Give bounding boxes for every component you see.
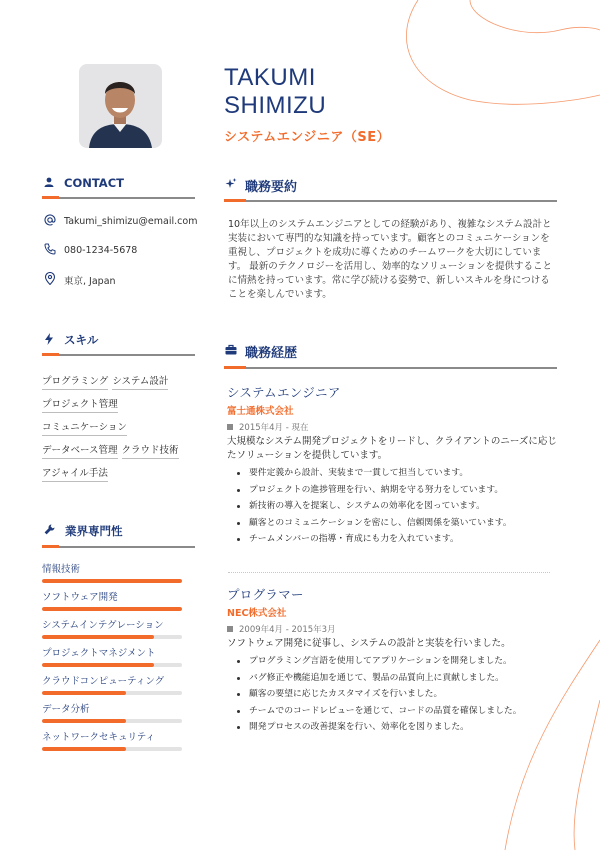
summary-text: 10年以上のシステムエンジニアとしての経験があり、複雑なシステム設計と実装において専門的な知識を持っています。顧客とのコミュニケーションを重視し、プロジェクトを成功に導くためのチームワークを大切にしています。 最新のテクノロジーを活用し、効率的なソリューションを提供することに情熱を持っています。常に学び続ける姿勢で、新しいスキルを身につけることを楽しんでいます。 <box>228 219 553 300</box>
job-company: 富士通株式会社 <box>227 406 294 417</box>
job-description: 大規模なシステム開発プロジェクトをリードし、クライアントのニーズに応じたソリューションを提供しています。 <box>227 436 557 461</box>
contact-phone[interactable] <box>44 243 137 258</box>
name-line-2: SHIMIZU <box>224 92 327 119</box>
name-line-1: TAKUMI <box>224 64 316 91</box>
contact-divider <box>42 197 195 199</box>
job-title: プログラマー <box>227 587 304 602</box>
location-text: 東京, Japan <box>64 276 116 287</box>
expertise-item <box>42 564 182 592</box>
phone-icon <box>44 243 56 258</box>
at-icon <box>44 214 56 229</box>
job-role: システムエンジニア（SE） <box>224 130 391 145</box>
expertise-level-fill <box>42 691 126 695</box>
expertise-level-bar <box>42 579 182 583</box>
contact-heading <box>44 176 124 190</box>
summary-divider <box>224 200 557 202</box>
expertise-label: システムインテグレーション <box>42 620 164 631</box>
job-period-text: 2009年4月 - 2015年3月 <box>239 625 336 635</box>
job-bullets <box>227 653 557 736</box>
expertise-item <box>42 592 182 620</box>
wrench-icon <box>44 524 55 538</box>
skill-tag: コミュニケーション <box>42 419 127 436</box>
skill-tag: プログラミング <box>42 373 108 390</box>
skills-divider <box>42 354 195 356</box>
expertise-level-bar <box>42 663 182 667</box>
job-bullet: チームメンバーの指導・育成にも力を入れています。 <box>237 531 557 548</box>
job-bullet: プログラミング言語を使用してアプリケーションを開発しました。 <box>237 653 557 670</box>
expertise-label: 情報技術 <box>42 564 81 575</box>
expertise-heading <box>44 523 123 539</box>
expertise-label: プロジェクトマネジメント <box>42 648 156 659</box>
profile-photo <box>79 64 162 148</box>
job-bullet: バグ修正や機能追加を通じて、製品の品質向上に貢献しました。 <box>237 670 557 687</box>
job-bullet: 顧客の要望に応じたカスタマイズを行いました。 <box>237 686 557 703</box>
expertise-label: ソフトウェア開発 <box>42 592 118 603</box>
expertise-level-bar <box>42 607 182 611</box>
job-period <box>227 623 557 635</box>
contact-heading-label: CONTACT <box>64 176 124 190</box>
job-divider <box>228 572 550 573</box>
contact-email[interactable] <box>44 214 197 229</box>
expertise-level-fill <box>42 635 154 639</box>
expertise-level-fill <box>42 663 154 667</box>
expertise-level-fill <box>42 579 182 583</box>
expertise-label: ネットワークセキュリティ <box>42 732 156 743</box>
lightning-icon <box>44 333 54 348</box>
expertise-item <box>42 648 182 676</box>
sparkle-icon <box>225 178 237 194</box>
skills-heading-label: スキル <box>64 333 99 347</box>
skill-tag: クラウド技術 <box>122 442 179 459</box>
location-pin-icon <box>44 272 56 288</box>
skill-tag: データベース管理 <box>42 442 118 459</box>
job-bullet: チームでのコードレビューを通じて、コードの品質を確保しました。 <box>237 703 557 720</box>
job-period <box>227 421 557 433</box>
expertise-level-fill <box>42 719 126 723</box>
experience-heading-label: 職務経歴 <box>245 346 298 361</box>
expertise-item <box>42 676 182 704</box>
expertise-level-fill <box>42 747 126 751</box>
experience-divider <box>224 367 557 369</box>
expertise-list <box>42 564 182 760</box>
expertise-label: データ分析 <box>42 704 90 715</box>
contact-location <box>44 272 116 288</box>
job-period-text: 2015年4月 - 現在 <box>239 423 309 433</box>
expertise-level-fill <box>42 607 182 611</box>
job-company: NEC株式会社 <box>227 608 287 619</box>
job-title: システムエンジニア <box>227 385 341 400</box>
email-text: Takumi_shimizu@email.com <box>64 216 198 227</box>
job-bullet: 開発プロセスの改善提案を行い、効率化を図りました。 <box>237 719 557 736</box>
expertise-level-bar <box>42 747 182 751</box>
skills-list <box>42 373 202 488</box>
expertise-label: クラウドコンピューティング <box>42 676 165 687</box>
briefcase-icon <box>225 344 237 359</box>
expertise-level-bar <box>42 719 182 723</box>
experience-heading <box>225 342 297 361</box>
skill-tag: プロジェクト管理 <box>42 396 118 413</box>
skills-heading <box>44 332 98 348</box>
expertise-divider <box>42 546 195 548</box>
phone-text: 080-1234-5678 <box>64 245 138 256</box>
job-entry <box>227 383 557 548</box>
job-bullet: 新技術の導入を提案し、システムの効率化を図っています。 <box>237 498 557 515</box>
expertise-item <box>42 732 182 760</box>
expertise-level-bar <box>42 635 182 639</box>
job-description: ソフトウェア開発に従事し、システムの設計と実装を行いました。 <box>227 638 511 649</box>
skill-tag: システム設計 <box>112 373 168 390</box>
calendar-icon <box>227 424 233 430</box>
skill-tag: アジャイル手法 <box>42 465 108 482</box>
job-bullets <box>227 465 557 548</box>
summary-heading <box>225 176 297 195</box>
job-bullet: プロジェクトの進捗管理を行い、納期を守る努力をしています。 <box>237 482 557 499</box>
person-name <box>224 64 326 120</box>
expertise-heading-label: 業界専門性 <box>65 524 123 538</box>
expertise-item <box>42 704 182 732</box>
calendar-icon <box>227 626 233 632</box>
job-bullet: 要件定義から設計、実装まで一貫して担当しています。 <box>237 465 557 482</box>
expertise-item <box>42 620 182 648</box>
job-entry <box>227 585 557 736</box>
job-bullet: 顧客とのコミュニケーションを密にし、信頼関係を築いています。 <box>237 515 557 532</box>
person-icon <box>44 176 54 190</box>
expertise-level-bar <box>42 691 182 695</box>
summary-heading-label: 職務要約 <box>245 180 298 195</box>
